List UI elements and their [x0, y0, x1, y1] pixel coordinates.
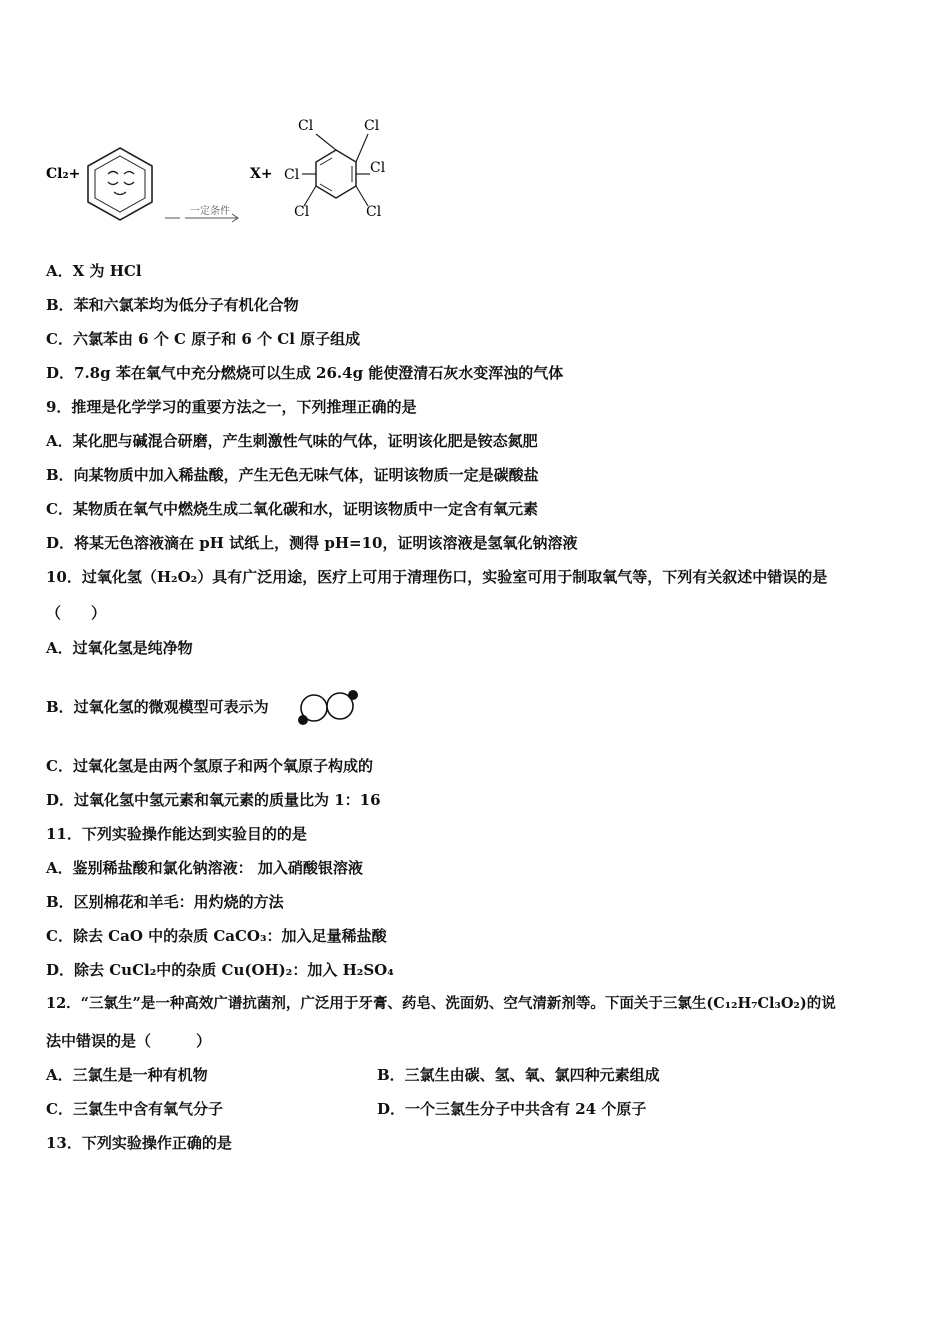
- q8-option-a: A．X 为 HCl: [46, 262, 142, 280]
- q8-option-d: D．7.8g 苯在氧气中充分燃烧可以生成 26.4g 能使澄清石灰水变浑浊的气体: [46, 364, 564, 382]
- q11-option-a: A．鉴别稀盐酸和氯化钠溶液： 加入硝酸银溶液: [46, 859, 363, 877]
- cl-label-4: Cl: [370, 160, 386, 176]
- cl-label-5: Cl: [294, 204, 310, 220]
- benzene-icon: [88, 148, 152, 220]
- cl-label-1: Cl: [298, 118, 314, 134]
- q12-option-c: C．三氯生中含有氧气分子: [46, 1100, 223, 1118]
- q8-option-c: C．六氯苯由 6 个 C 原子和 6 个 Cl 原子组成: [46, 330, 361, 348]
- q9-option-a: A．某化肥与碱混合研磨，产生刺激性气味的气体，证明该化肥是铵态氮肥: [46, 432, 538, 450]
- reaction-diagram: [0, 110, 950, 230]
- h2o2-molecule-icon: [296, 688, 360, 728]
- q11-option-b: B．区别棉花和羊毛：用灼烧的方法: [46, 893, 284, 911]
- cl-label-3: Cl: [284, 167, 300, 183]
- q8-option-b: B．苯和六氯苯均为低分子有机化合物: [46, 296, 299, 314]
- q13-stem: 13．下列实验操作正确的是: [46, 1134, 232, 1152]
- q10-paren: （ ）: [46, 604, 107, 622]
- q10-option-b: B．过氧化氢的微观模型可表示为: [46, 698, 269, 716]
- q11-stem: 11．下列实验操作能达到实验目的的是: [46, 825, 307, 843]
- hexachlorobenzene-icon: [302, 134, 370, 206]
- condition-label: 一定条件: [190, 206, 230, 217]
- x-plus-label: X+: [250, 166, 273, 182]
- cl2-label: Cl₂+: [46, 166, 81, 182]
- q11-option-d: D．除去 CuCl₂中的杂质 Cu(OH)₂：加入 H₂SO₄: [46, 961, 394, 979]
- q9-stem: 9．推理是化学学习的重要方法之一，下列推理正确的是: [46, 398, 417, 416]
- cl-label-6: Cl: [366, 204, 382, 220]
- q10-option-c: C．过氧化氢是由两个氢原子和两个氧原子构成的: [46, 757, 373, 775]
- q10-option-d: D．过氧化氢中氢元素和氧元素的质量比为 1：16: [46, 791, 381, 809]
- q10-option-a: A．过氧化氢是纯净物: [46, 639, 193, 657]
- q9-option-b: B．向某物质中加入稀盐酸，产生无色无味气体，证明该物质一定是碳酸盐: [46, 466, 539, 484]
- q12-stem: 12．“三氯生”是一种高效广谱抗菌剂，广泛用于牙膏、药皂、洗面奶、空气清新剂等。下面关于三氯生(C₁₂H₇Cl₃O₂)的说: [46, 995, 836, 1012]
- q12-option-b: B．三氯生由碳、氢、氧、氯四种元素组成: [377, 1066, 660, 1084]
- q9-option-d: D．将某无色溶液滴在 pH 试纸上，测得 pH=10，证明该溶液是氢氧化钠溶液: [46, 534, 578, 552]
- cl-label-2: Cl: [364, 118, 380, 134]
- reaction-arrow: [165, 204, 238, 222]
- q12-option-a: A．三氯生是一种有机物: [46, 1066, 208, 1084]
- q11-option-c: C．除去 CaO 中的杂质 CaCO₃：加入足量稀盐酸: [46, 927, 387, 945]
- q9-option-c: C．某物质在氧气中燃烧生成二氧化碳和水，证明该物质中一定含有氧元素: [46, 500, 538, 518]
- q12-stem-continued: 法中错误的是（ ）: [46, 1032, 212, 1050]
- q10-stem: 10．过氧化氢（H₂O₂）具有广泛用途，医疗上可用于清理伤口，实验室可用于制取氧气等，下列有关叙述中错误的是: [46, 568, 828, 586]
- q12-option-d: D．一个三氯生分子中共含有 24 个原子: [377, 1100, 647, 1118]
